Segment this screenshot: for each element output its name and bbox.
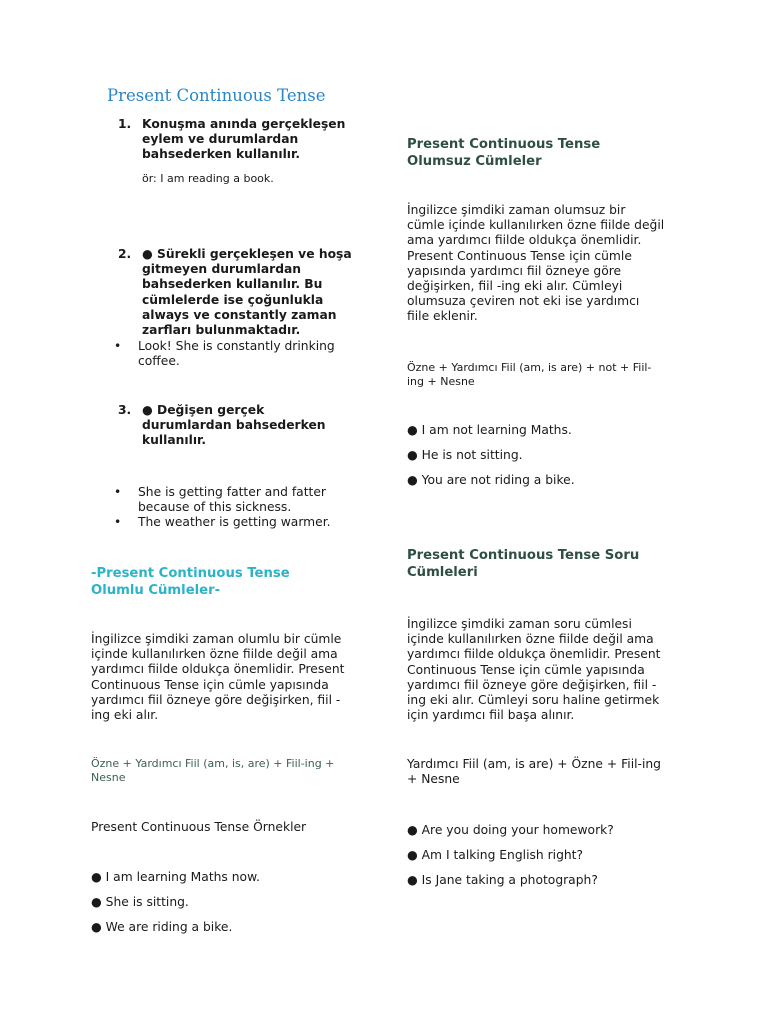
text-line: Present Continuous Tense Soru bbox=[407, 548, 640, 563]
text-line: eylem ve durumlardan bbox=[142, 132, 299, 147]
rule-2-text bbox=[142, 247, 352, 338]
rule-3-example: The weather is getting warmer. bbox=[138, 515, 331, 529]
text-line: ● Değişen gerçek bbox=[142, 403, 265, 417]
bullet-mark: • bbox=[114, 515, 122, 529]
bullet-mark: • bbox=[114, 485, 122, 499]
example-item: ● You are not riding a bike. bbox=[407, 473, 575, 487]
examples-heading: Present Continuous Tense Örnekler bbox=[91, 820, 307, 834]
example-item: ● She is sitting. bbox=[91, 895, 189, 909]
text-line: always ve constantly zaman bbox=[142, 307, 337, 322]
example-item: ● Am I talking English right? bbox=[407, 848, 584, 862]
text-line: zarfları bulunmaktadır. bbox=[142, 323, 301, 338]
text-line: ing eki alır. bbox=[91, 708, 159, 723]
text-line: Present Continuous Tense için cümle bbox=[407, 248, 632, 263]
example-item: ● He is not sitting. bbox=[407, 448, 523, 462]
text-line: fiile eklenir. bbox=[407, 309, 478, 324]
text-line: coffee. bbox=[138, 354, 180, 369]
text-line: She is getting fatter and fatter bbox=[138, 485, 326, 499]
text-line: yardımcı fiilde oldukça önemlidir. Present bbox=[407, 647, 661, 662]
text-line: because of this sickness. bbox=[138, 500, 292, 515]
positive-paragraph bbox=[91, 632, 344, 723]
text-line: için yardımcı fiil başa alınır. bbox=[407, 708, 575, 723]
text-line: Olumlu Cümleler- bbox=[91, 583, 221, 598]
example-item: ● Is Jane taking a photograph? bbox=[407, 873, 598, 887]
text-line: ing eki alır. Cümleyi soru haline getirmek bbox=[407, 693, 660, 708]
text-line: kullanılır. bbox=[142, 433, 207, 448]
example-item: ● I am learning Maths now. bbox=[91, 870, 260, 884]
text-line: değişirken, fiil -ing eki alır. Cümleyi bbox=[407, 279, 623, 294]
example-item: ● Are you doing your homework? bbox=[407, 823, 614, 837]
rule-3-text bbox=[142, 403, 326, 449]
list-number: 2. bbox=[118, 247, 132, 261]
text-line: İngilizce şimdiki zaman olumlu bir cümle bbox=[91, 632, 342, 646]
bullet-mark: • bbox=[114, 339, 122, 353]
text-line: cümle içinde kullanılırken özne fiilde değil bbox=[407, 218, 665, 233]
section-heading-negative bbox=[407, 136, 600, 170]
text-line: olumsuza çeviren not eki ise yardımcı bbox=[407, 294, 640, 309]
text-line: İngilizce şimdiki zaman olumsuz bir bbox=[407, 203, 626, 217]
text-line: yapısında yardımcı fiil özneye göre bbox=[407, 263, 622, 278]
question-paragraph bbox=[407, 617, 660, 723]
text-line: içinde kullanılırken özne fiilde değil ama bbox=[407, 632, 654, 647]
section-heading-question bbox=[407, 547, 639, 581]
text-line: Cümleleri bbox=[407, 565, 478, 580]
text-line: ing + Nesne bbox=[407, 374, 475, 388]
text-line: Konuşma anında gerçekleşen bbox=[142, 117, 346, 131]
rule-2-example bbox=[138, 339, 335, 369]
negative-formula bbox=[407, 361, 651, 388]
text-line: Present Continuous Tense bbox=[407, 137, 601, 152]
text-line: cümlelerde ise çoğunlukla bbox=[142, 292, 324, 307]
section-heading-positive bbox=[91, 565, 290, 599]
positive-formula bbox=[91, 757, 334, 784]
text-line: Yardımcı Fiil (am, is are) + Özne + Fiil-ing bbox=[407, 757, 661, 771]
text-line: durumlardan bahsederken bbox=[142, 418, 326, 433]
example-item: ● I am not learning Maths. bbox=[407, 423, 572, 437]
rule-1-text bbox=[142, 117, 345, 163]
text-line: yardımcı fiil özneye göre değişirken, fiil - bbox=[91, 692, 341, 707]
text-line: Olumsuz Cümleler bbox=[407, 154, 542, 169]
text-line: -Present Continuous Tense bbox=[91, 566, 290, 581]
text-line: yardımcı fiil özneye göre değişirken, fiil - bbox=[407, 677, 657, 692]
text-line: ama yardımcı fiilde oldukça önemlidir. bbox=[407, 233, 642, 248]
question-formula bbox=[407, 757, 661, 787]
list-number: 3. bbox=[118, 403, 132, 417]
text-line: ● Sürekli gerçekleşen ve hoşa bbox=[142, 247, 352, 261]
example-item: ● We are riding a bike. bbox=[91, 920, 233, 934]
text-line: Look! She is constantly drinking bbox=[138, 339, 335, 353]
negative-paragraph bbox=[407, 203, 664, 325]
list-number: 1. bbox=[118, 117, 132, 131]
text-line: + Nesne bbox=[407, 772, 460, 787]
text-line: gitmeyen durumlardan bbox=[142, 262, 302, 277]
text-line: Özne + Yardımcı Fiil (am, is are) + not + Fiil- bbox=[407, 361, 652, 374]
rule-3-example bbox=[138, 485, 326, 515]
text-line: bahsederken kullanılır. bbox=[142, 147, 300, 162]
page-title: Present Continuous Tense bbox=[107, 86, 326, 105]
rule-1-example: ör: I am reading a book. bbox=[142, 172, 274, 185]
text-line: Özne + Yardımcı Fiil (am, is, are) + Fiil-ing + bbox=[91, 757, 335, 770]
text-line: içinde kullanılırken özne fiilde değil ama bbox=[91, 647, 338, 662]
text-line: bahsederken kullanılır. Bu bbox=[142, 277, 323, 292]
text-line: İngilizce şimdiki zaman soru cümlesi bbox=[407, 617, 632, 631]
text-line: Continuous Tense için cümle yapısında bbox=[91, 677, 329, 692]
text-line: yardımcı fiilde oldukça önemlidir. Present bbox=[91, 662, 345, 677]
text-line: Continuous Tense için cümle yapısında bbox=[407, 662, 645, 677]
text-line: Nesne bbox=[91, 770, 126, 784]
